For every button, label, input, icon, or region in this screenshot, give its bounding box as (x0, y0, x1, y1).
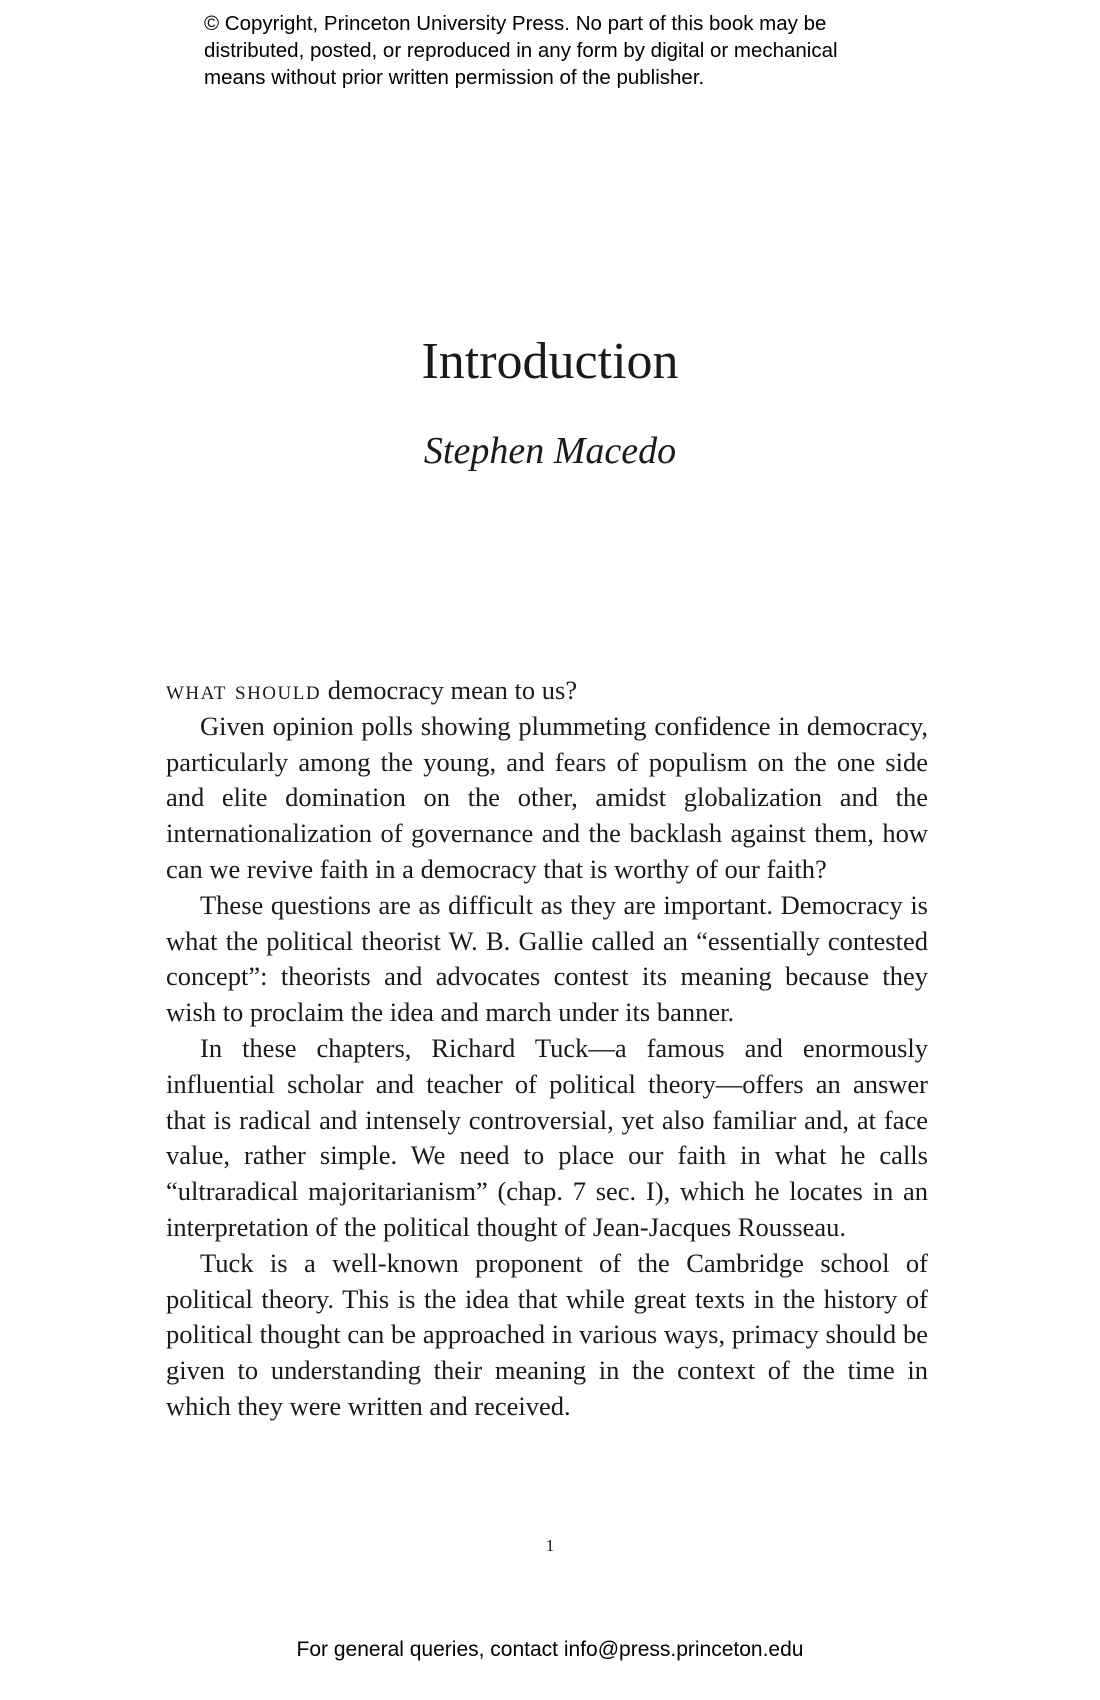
paragraph: These questions are as difficult as they are important. Democracy is what the political theorist W. B. Gallie called an “essentially contested concept”: theorists and advocates contest its meaning because they wish to proclaim the idea and march under its banner. (166, 889, 928, 1028)
copyright-line: distributed, posted, or reproduced in any form by digital or mechanical (204, 39, 838, 62)
chapter-title: Introduction (421, 333, 679, 390)
paragraph: Tuck is a well-known proponent of the Cambridge school of political theory. This is the idea that while great texts in the history of political thought can be approached in various ways, primacy should be given to understanding their meaning in the context of the time in which they were written and received. (166, 1247, 928, 1421)
page-number: 1 (545, 1536, 555, 1555)
body-text (166, 673, 928, 1425)
copyright-line: © Copyright, Princeton University Press. No part of this book may be (204, 12, 827, 35)
copyright-line: means without prior written permission of the publisher. (204, 66, 705, 89)
paragraph: Given opinion polls showing plummeting confidence in democracy, particularly among the young, and fears of populism on the one side and elite domination on the other, amidst globalization and the internationalization of governance and the backlash against them, how can we revive faith in a democracy that is worthy of our faith? (166, 710, 928, 884)
chapter-author: Stephen Macedo (423, 430, 677, 472)
opening-smallcaps: what should (166, 675, 322, 705)
paragraph: In these chapters, Richard Tuck—a famous and enormously influential scholar and teacher of political theory—offers an answer that is radical and intensely controversial, yet also familiar and, at face value, rather simple. We need to place our faith in what he calls “ultraradical majoritarianism” (chap. 7 sec. I), which he locates in an interpretation of the political thought of Jean-Jacques Rousseau. (166, 1032, 928, 1242)
opening-rest: democracy mean to us? (321, 675, 578, 705)
footer-contact: For general queries, contact info@press.princeton.edu (296, 1638, 804, 1661)
opening-line (166, 673, 928, 709)
copyright-notice (204, 10, 964, 91)
